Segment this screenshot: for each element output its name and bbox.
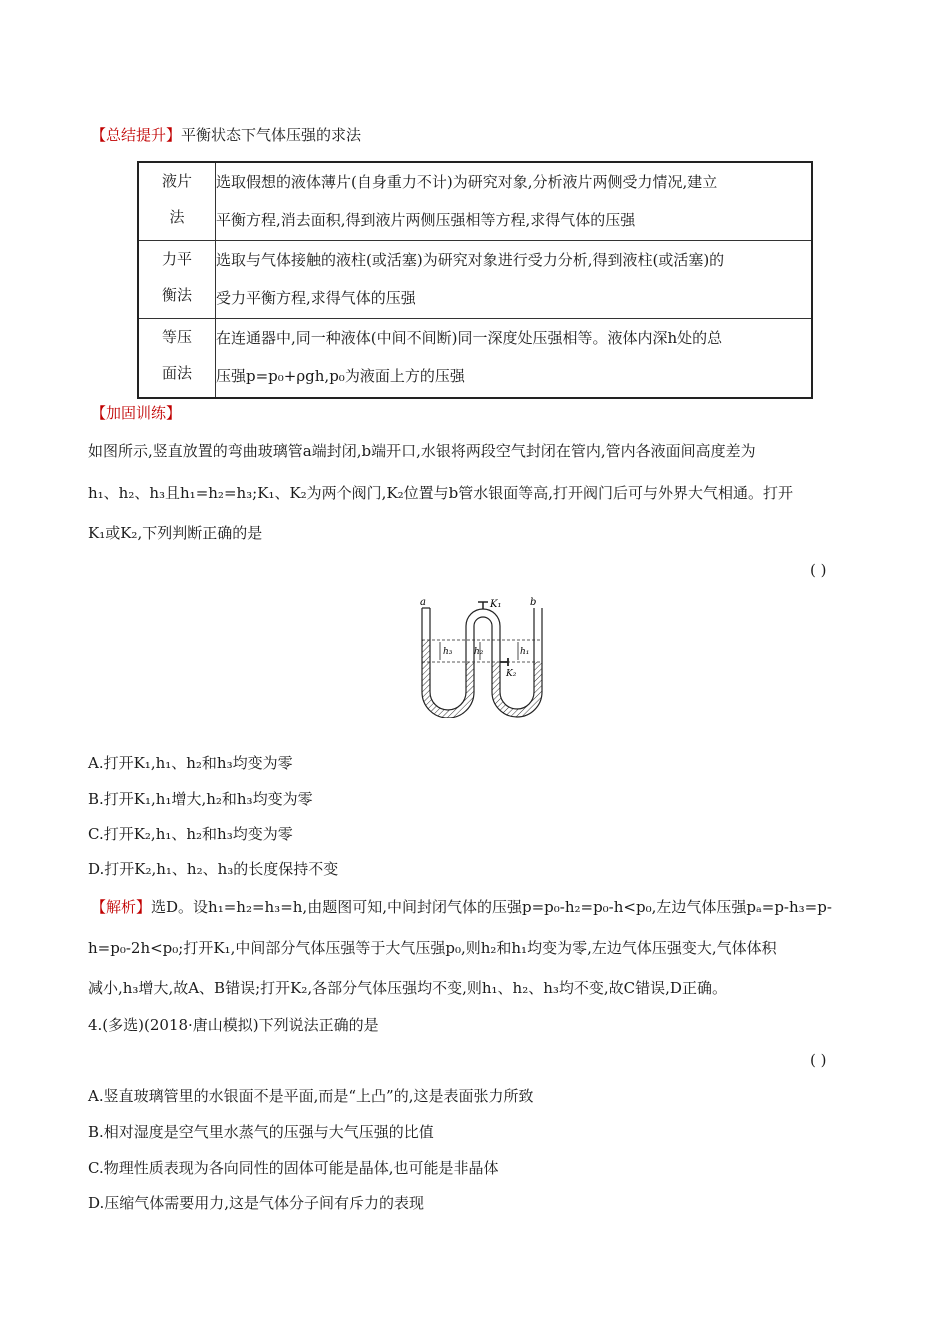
method-name-part2: 法 [169,208,185,226]
option-d: D.打开K₂,h₁、h₂、h₃的长度保持不变 [88,860,339,878]
summary-title: 平衡状态下气体压强的求法 [181,126,362,144]
option-b: B.打开K₁,h₁增大,h₂和h₃均变为零 [88,790,313,808]
summary-table [137,161,813,399]
method-desc-cell [216,240,813,318]
label-h2: h₂ [474,647,484,657]
method-name-part1: 力平 [161,249,192,268]
method-desc-line2: 压强p=p₀+ρgh,p₀为液面上方的压强 [216,366,465,385]
label-h1: h₁ [520,647,530,657]
method-name-cell [138,162,216,240]
answer-blank: ( ) [810,561,827,579]
method-name-part2: 衡法 [161,285,192,304]
method-name-part1: 液片 [161,172,192,190]
method-name-part2: 面法 [161,363,192,382]
summary-heading [91,125,361,145]
method-desc-line1: 选取假想的液体薄片(自身重力不计)为研究对象,分析液片两侧受力情况,建立 [216,173,718,191]
label-a: a [420,597,426,608]
analysis-line-1 [91,897,832,917]
method-name-part1: 等压 [161,327,192,346]
analysis-line-3: 减小,h₃增大,故A、B错误;打开K₂,各部分气体压强均不变,则h₁、h₂、h₃均不变,故C错误,D正确。 [88,979,727,997]
table-row [138,162,812,240]
option-c: C.打开K₂,h₁、h₂和h₃均变为零 [88,825,293,843]
analysis-line-2: h=p₀-2h<p₀;打开K₁,中间部分气体压强等于大气压强p₀,则h₂和h₁均变为零,左边气体压强变大,气体体积 [88,939,777,957]
table-row [138,240,812,318]
q4-option-c: C.物理性质表现为各向同性的固体可能是晶体,也可能是非晶体 [88,1159,499,1177]
option-a: A.打开K₁,h₁、h₂和h₃均变为零 [88,754,293,772]
method-desc-cell [216,318,813,398]
q4-option-a: A.竖直玻璃管里的水银面不是平面,而是“上凸”的,这是表面张力所致 [88,1087,534,1105]
q4-option-d: D.压缩气体需要用力,这是气体分子间有斥力的表现 [88,1194,425,1212]
method-desc-cell [216,162,813,240]
label-k2: K₂ [506,669,517,679]
answer-blank-4: ( ) [810,1051,827,1069]
summary-tag: 【总结提升】 [91,126,182,144]
method-name-cell [138,318,216,398]
question-line-1: 如图所示,竖直放置的弯曲玻璃管a端封闭,b端开口,水银将两段空气封闭在管内,管内各液面间高度差为 [88,442,756,460]
method-name-cell [138,240,216,318]
u-tube-figure [416,596,548,718]
method-desc-line2: 平衡方程,消去面积,得到液片两侧压强相等方程,求得气体的压强 [216,211,636,229]
method-desc-line2: 受力平衡方程,求得气体的压强 [216,288,416,307]
method-desc-line1: 选取与气体接触的液柱(或活塞)为研究对象进行受力分析,得到液柱(或活塞)的 [216,250,725,269]
question-line-2: h₁、h₂、h₃且h₁=h₂=h₃;K₁、K₂为两个阀门,K₂位置与b管水银面等高,打开阀门后可与外界大气相通。打开 [88,484,794,502]
q4-option-b: B.相对湿度是空气里水蒸气的压强与大气压强的比值 [88,1123,434,1141]
method-desc-line1: 在连通器中,同一种液体(中间不间断)同一深度处压强相等。液体内深h处的总 [216,328,723,347]
analysis-text-1: 选D。设h₁=h₂=h₃=h,由题图可知,中间封闭气体的压强p=p₀-h₂=p₀-h<p₀,左边气体压强pₐ=p-h₃=p- [151,898,832,916]
valve-k1-icon [478,602,488,609]
label-k1: K₁ [490,599,502,610]
question-line-3: K₁或K₂,下列判断正确的是 [88,524,263,542]
label-h3: h₃ [443,647,453,657]
table-row [138,318,812,398]
practice-tag: 【加固训练】 [91,404,182,422]
analysis-tag: 【解析】 [91,898,152,916]
label-b: b [530,597,537,608]
question-4-stem: 4.(多选)(2018·唐山模拟)下列说法正确的是 [88,1016,379,1034]
glass-tube [422,608,542,718]
